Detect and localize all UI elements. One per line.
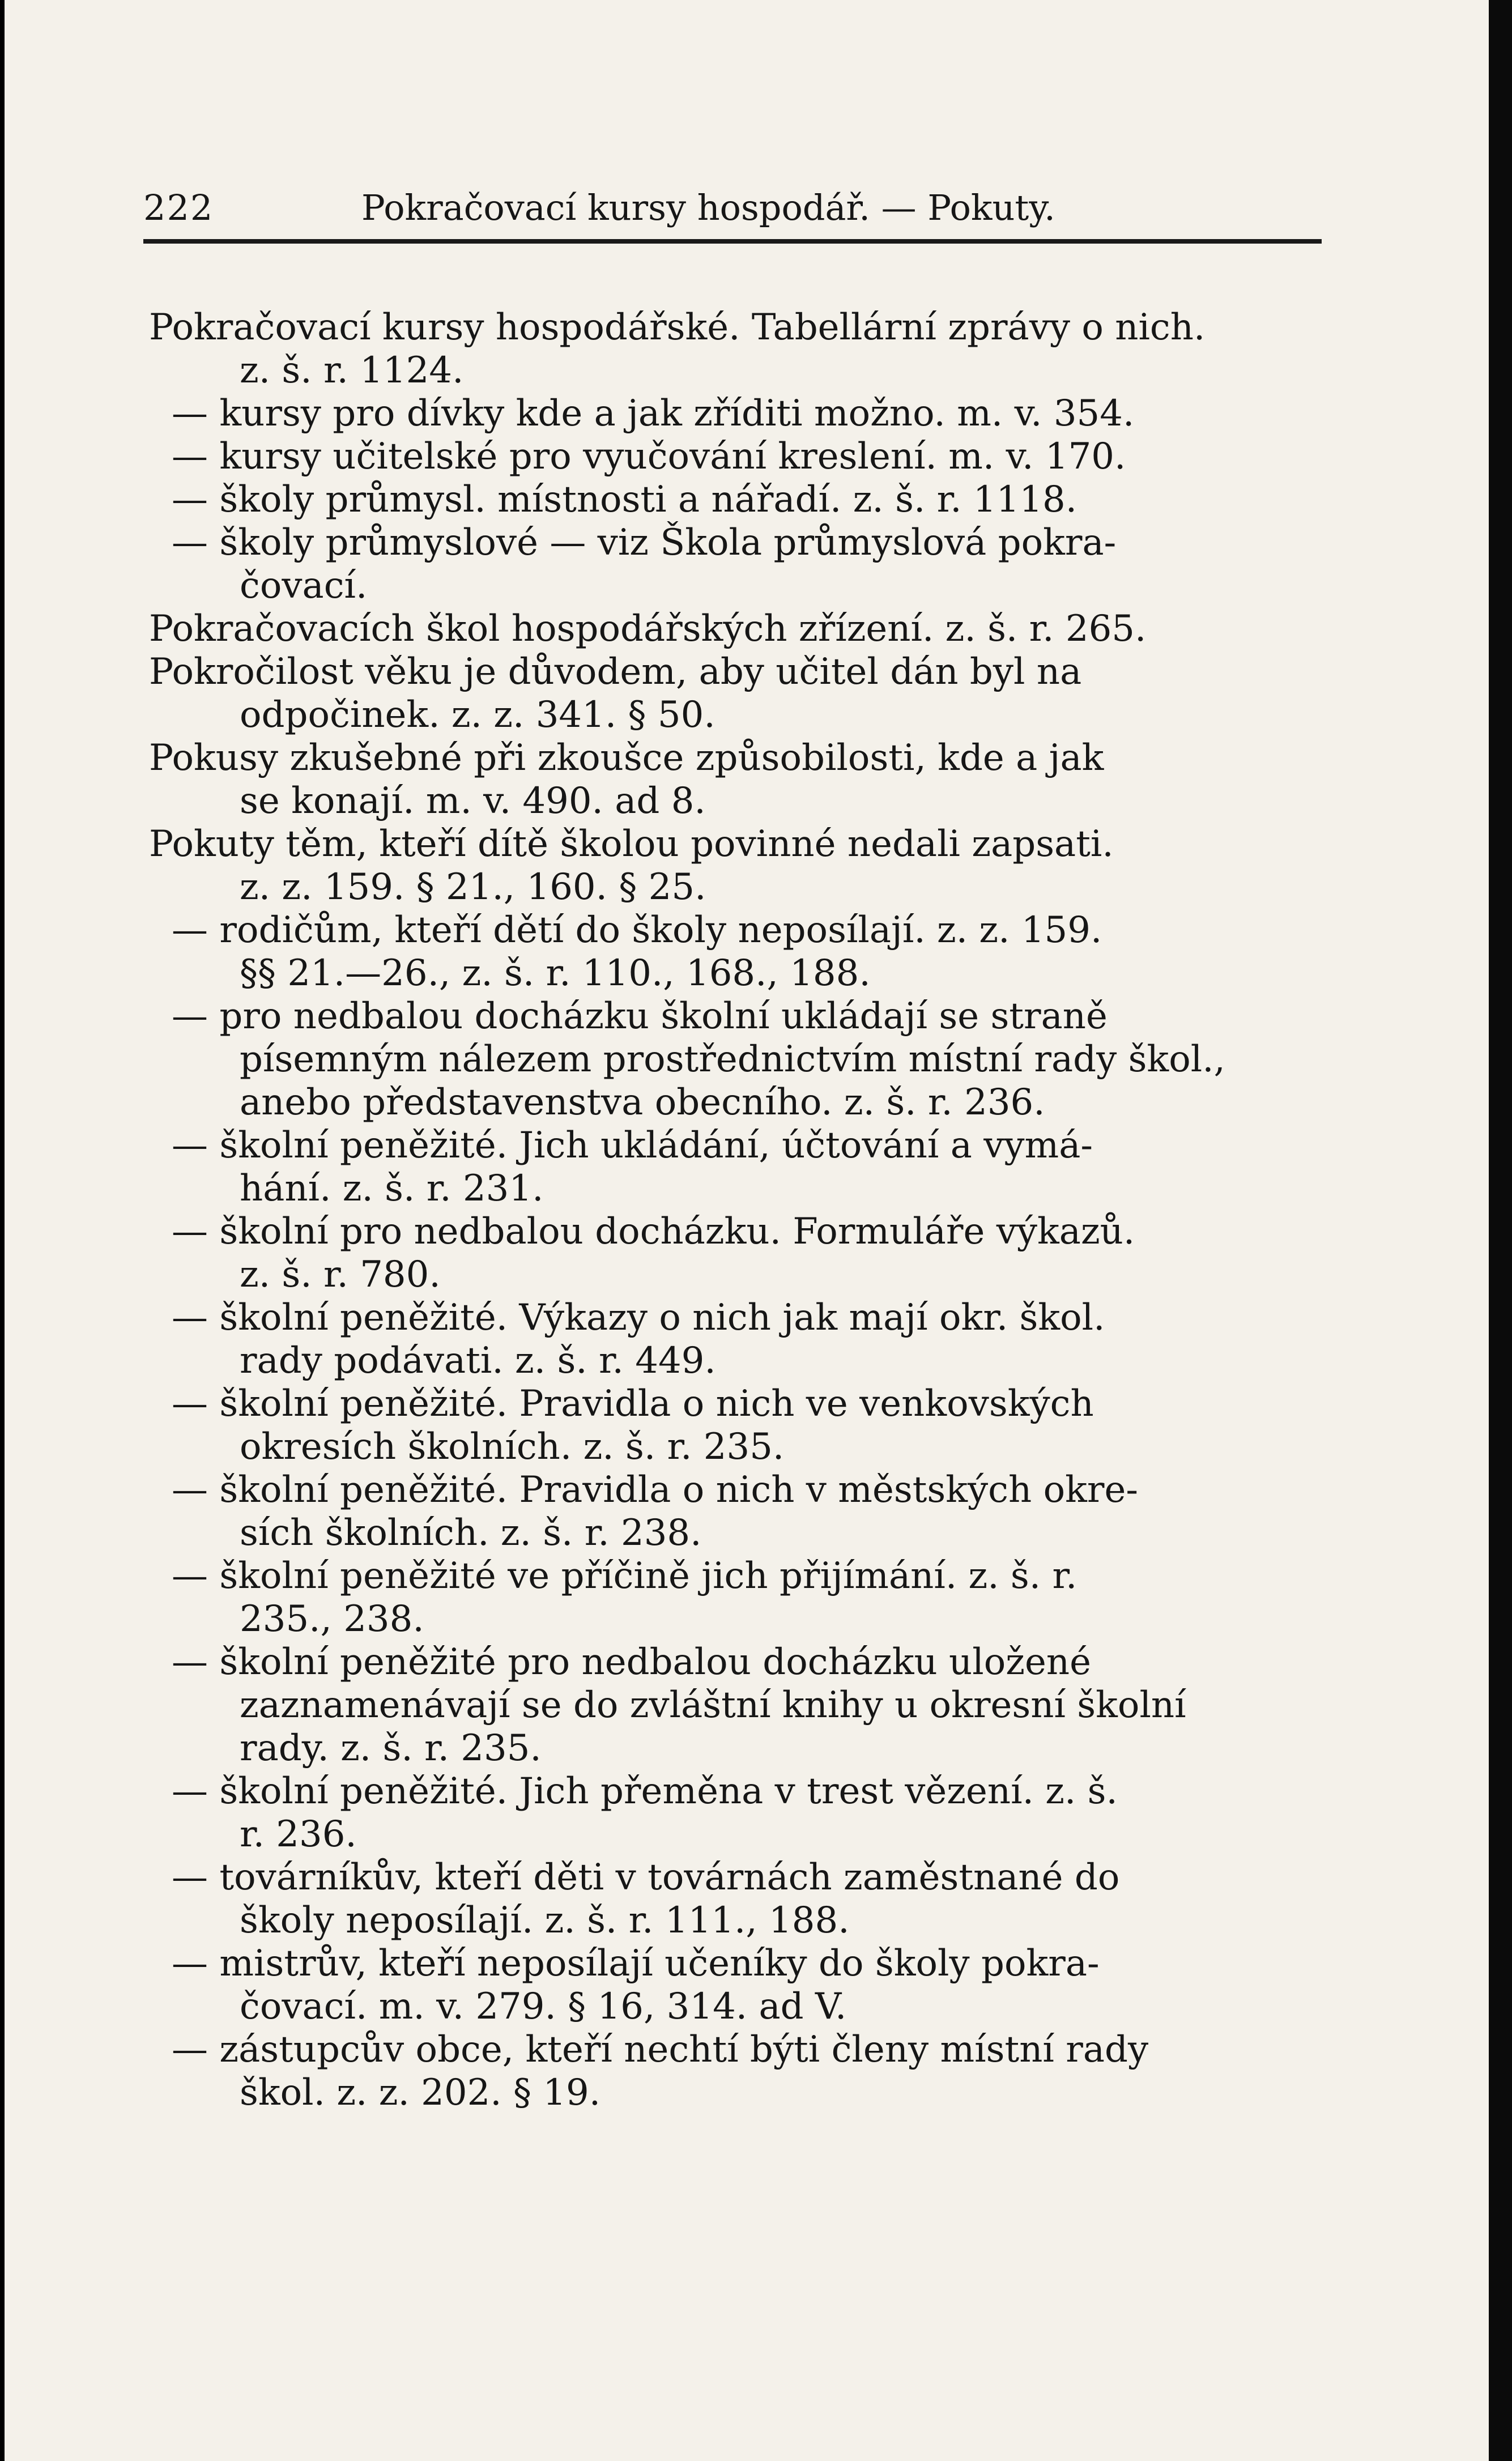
subentry-line: — továrníkův, kteří děti v továrnách zaměstnané do [172,1857,1120,1898]
subentry-line: — školní peněžité pro nedbalou docházku uložené [172,1641,1091,1683]
entry-continuation-line: hání. z. š. r. 231. [240,1168,544,1210]
entry-continuation-line: písemným nálezem prostřednictvím místní rady škol., [240,1038,1225,1080]
header-rule [143,239,1322,244]
subentry-line: — školní peněžité. Pravidla o nich v městských okre- [172,1469,1138,1511]
subentry-line: — školní pro nedbalou docházku. Formuláře výkazů. [172,1211,1135,1253]
running-head-title: Pokračovací kursy hospodář. — Pokuty. [361,187,1055,228]
book-page [5,0,1489,2461]
subentry-line: — školní peněžité ve příčině jich přijímání. z. š. r. [172,1555,1077,1597]
entry-heading-line: Pokročilost věku je důvodem, aby učitel dán byl na [149,651,1082,693]
entry-continuation-line: §§ 21.—26., z. š. r. 110., 168., 188. [240,952,871,994]
subentry-line: — rodičům, kteří dětí do školy neposílají. z. z. 159. [172,909,1102,951]
subentry-line: — školní peněžité. Jich přeměna v trest vězení. z. š. [172,1770,1118,1812]
entry-continuation-line: školy neposílají. z. š. r. 111., 188. [240,1900,850,1941]
entry-continuation-line: se konají. m. v. 490. ad 8. [240,780,706,822]
subentry-line: — kursy pro dívky kde a jak zříditi možno. m. v. 354. [172,393,1135,435]
entry-continuation-line: sích školních. z. š. r. 238. [240,1512,702,1554]
entry-continuation-line: okresích školních. z. š. r. 235. [240,1426,785,1468]
entry-continuation-line: odpočinek. z. z. 341. § 50. [240,694,715,736]
subentry-line: — školní peněžité. Jich ukládání, účtování a vymá- [172,1125,1093,1166]
entry-heading-line: Pokusy zkušebné při zkoušce způsobilosti, kde a jak [149,737,1104,779]
entry-heading-line: Pokračovacích škol hospodářských zřízení. z. š. r. 265. [149,608,1147,650]
entry-heading-line: Pokuty těm, kteří dítě školou povinné nedali zapsati. [149,823,1114,865]
entry-continuation-line: r. 236. [240,1813,357,1855]
page-number: 222 [143,187,214,228]
entry-continuation-line: z. z. 159. § 21., 160. § 25. [240,866,706,908]
entry-continuation-line: z. š. r. 780. [240,1254,441,1296]
entry-continuation-line: škol. z. z. 202. § 19. [240,2072,601,2114]
running-header [143,180,1322,231]
subentry-line: — pro nedbalou docházku školní ukládají se straně [172,995,1108,1037]
subentry-line: — mistrův, kteří neposílají učeníky do školy pokra- [172,1943,1100,1985]
entry-continuation-line: zaznamenávají se do zvláštní knihy u okresní školní [240,1684,1186,1726]
scan-edge [1489,0,1512,2461]
subentry-line: — kursy učitelské pro vyučování kreslení. m. v. 170. [172,436,1126,478]
subentry-line: — školy průmyslové — viz Škola průmyslová pokra- [172,522,1117,564]
subentry-line: — školní peněžité. Pravidla o nich ve venkovských [172,1383,1094,1425]
entry-continuation-line: 235., 238. [240,1598,424,1640]
entry-continuation-line: rady. z. š. r. 235. [240,1727,542,1769]
entry-heading-line: Pokračovací kursy hospodářské. Tabellární zprávy o nich. [149,306,1206,348]
subentry-line: — zástupcův obce, kteří nechtí býti členy místní rady [172,2029,1149,2071]
entry-continuation-line: čovací. [240,565,368,607]
entry-continuation-line: z. š. r. 1124. [240,350,464,391]
index-entries [149,306,1327,2114]
subentry-line: — školy průmysl. místnosti a nářadí. z. š. r. 1118. [172,479,1077,521]
subentry-line: — školní peněžité. Výkazy o nich jak mají okr. škol. [172,1297,1105,1339]
entry-continuation-line: čovací. m. v. 279. § 16, 314. ad V. [240,1986,847,2028]
entry-continuation-line: rady podávati. z. š. r. 449. [240,1340,716,1382]
entry-continuation-line: anebo představenstva obecního. z. š. r. 236. [240,1082,1045,1123]
